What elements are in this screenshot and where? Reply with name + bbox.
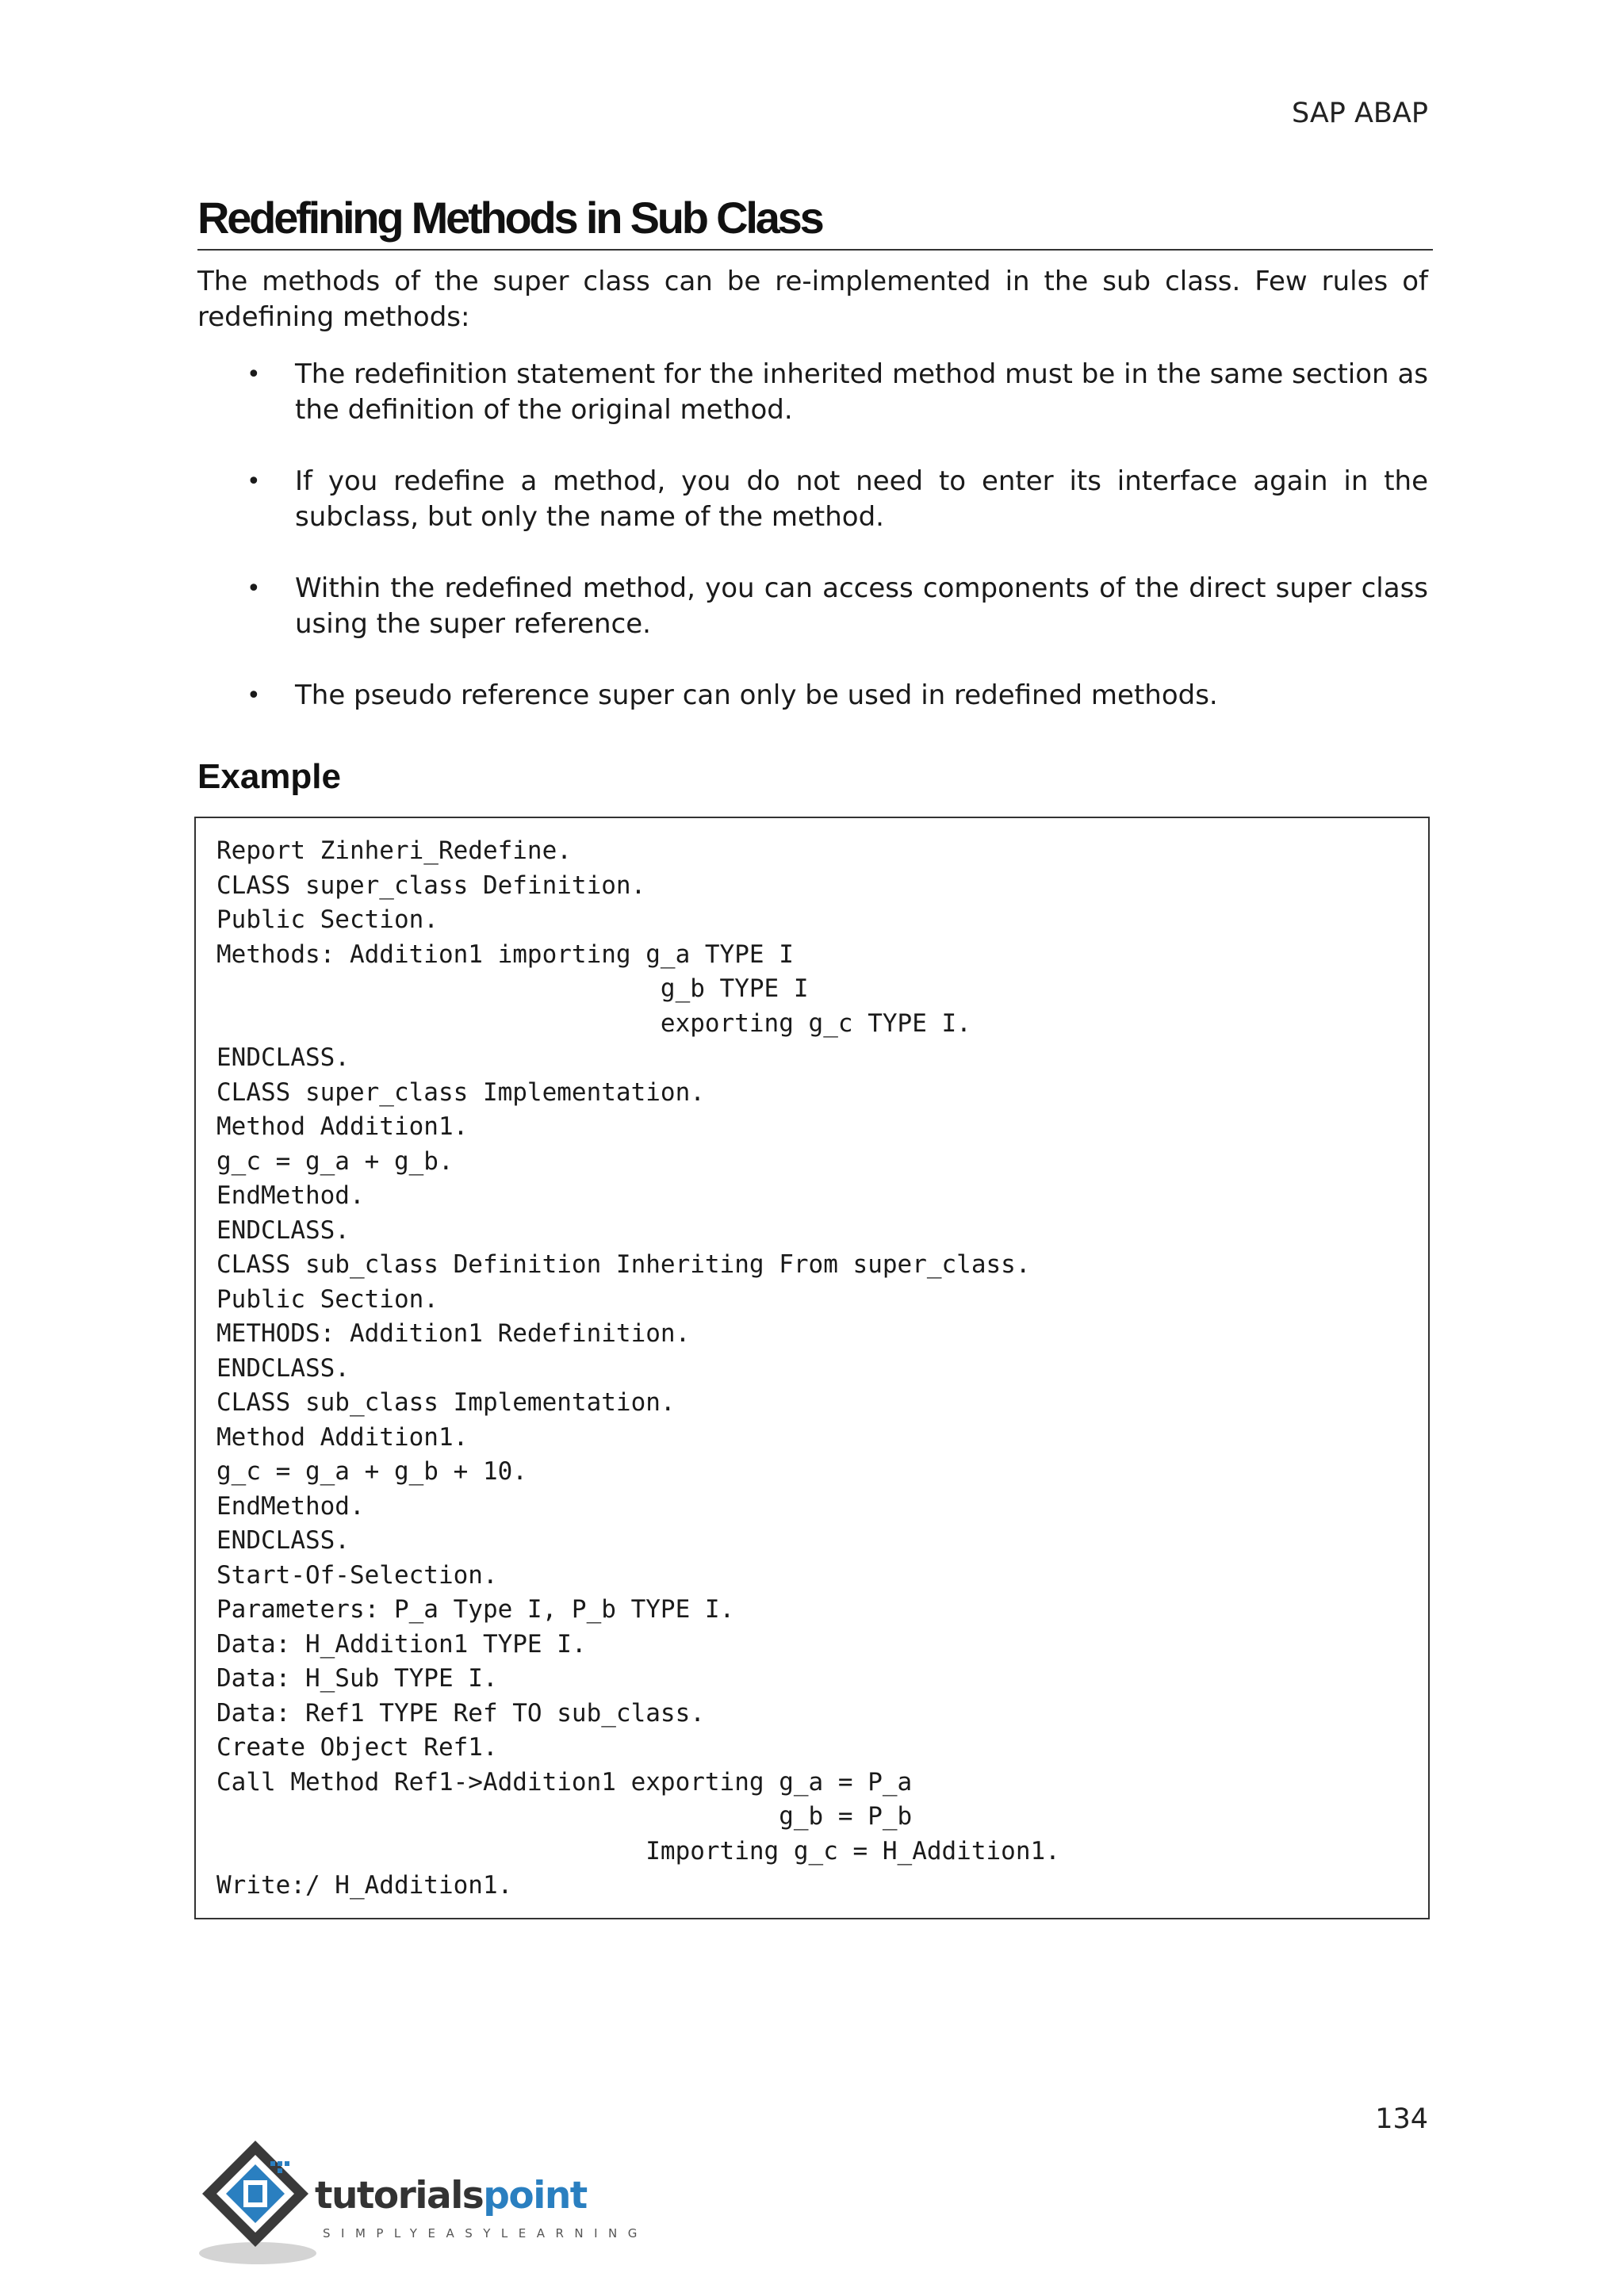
code-line: CLASS super_class Definition.	[216, 871, 646, 900]
rule-item	[197, 357, 1428, 428]
code-line: Method Addition1.	[216, 1112, 469, 1141]
example-heading: Example	[197, 757, 341, 796]
code-line: ENDCLASS.	[216, 1353, 350, 1383]
code-line: Method Addition1.	[216, 1422, 469, 1452]
code-line: ENDCLASS.	[216, 1043, 350, 1072]
code-line: Create Object Ref1.	[216, 1733, 498, 1762]
code-line: Write:/ H_Addition1.	[216, 1871, 513, 1900]
code-line: Public Section.	[216, 905, 439, 934]
intro-paragraph: The methods of the super class can be re-implemented in the sub class. Few rules of redefining methods:	[197, 266, 1428, 333]
bullet-icon: •	[247, 682, 261, 710]
code-line: ENDCLASS.	[216, 1215, 350, 1245]
code-line: CLASS sub_class Implementation.	[216, 1388, 676, 1417]
code-line: CLASS sub_class Definition Inheriting From super_class.	[216, 1250, 1031, 1279]
running-header: SAP ABAP	[1291, 98, 1428, 129]
rule-item	[197, 464, 1428, 535]
title-rule	[197, 249, 1433, 251]
code-line: Start-Of-Selection.	[216, 1560, 498, 1590]
code-line: Data: Ref1 TYPE Ref TO sub_class.	[216, 1698, 705, 1728]
logo-tagline: SIMPLYEASYLEARNING	[323, 2226, 648, 2241]
rule-text: The redefinition statement for the inherited method must be in the same section as the definition of the original method.	[295, 358, 1428, 426]
code-line: exporting g_c TYPE I.	[216, 1008, 971, 1038]
rule-item	[197, 571, 1428, 642]
rules-list	[197, 357, 1428, 749]
bullet-icon: •	[247, 468, 261, 496]
page-number: 134	[1375, 2103, 1428, 2135]
logo-word-part2: point	[483, 2174, 587, 2218]
logo-word-part1: tutorials	[315, 2174, 484, 2218]
rule-item	[197, 678, 1428, 714]
rule-text: Within the redefined method, you can access components of the direct super class using the super reference.	[295, 572, 1428, 640]
code-line: Methods: Addition1 importing g_a TYPE I	[216, 939, 794, 969]
logo-wordmark	[315, 2174, 587, 2218]
section-title: Redefining Methods in Sub Class	[197, 193, 822, 243]
code-line: Parameters: P_a Type I, P_b TYPE I.	[216, 1595, 735, 1624]
code-line: Data: H_Addition1 TYPE I.	[216, 1629, 587, 1659]
code-line: g_c = g_a + g_b.	[216, 1146, 454, 1176]
code-line: EndMethod.	[216, 1491, 365, 1521]
code-line: g_b = P_b	[216, 1802, 913, 1831]
rule-text: If you redefine a method, you do not need to enter its interface again in the subclass, but only the name of the method.	[295, 465, 1428, 533]
bullet-icon: •	[247, 575, 261, 603]
code-line: EndMethod.	[216, 1181, 365, 1210]
code-line: Call Method Ref1->Addition1 exporting g_a = P_a	[216, 1767, 913, 1797]
code-line: Public Section.	[216, 1284, 439, 1314]
code-line: Importing g_c = H_Addition1.	[216, 1836, 1060, 1866]
logo-mark-icon	[196, 2134, 323, 2269]
code-line: g_b TYPE I	[216, 974, 809, 1003]
footer-logo	[196, 2134, 648, 2269]
code-line: ENDCLASS.	[216, 1526, 350, 1555]
code-line: METHODS: Addition1 Redefinition.	[216, 1319, 691, 1348]
code-block	[216, 834, 1060, 1904]
rule-text: The pseudo reference super can only be used in redefined methods.	[295, 679, 1218, 711]
code-line: Report Zinheri_Redefine.	[216, 836, 572, 865]
bullet-icon: •	[247, 361, 261, 388]
code-line: CLASS super_class Implementation.	[216, 1077, 705, 1107]
code-line: g_c = g_a + g_b + 10.	[216, 1457, 527, 1486]
code-line: Data: H_Sub TYPE I.	[216, 1664, 498, 1693]
code-box	[194, 817, 1430, 1919]
